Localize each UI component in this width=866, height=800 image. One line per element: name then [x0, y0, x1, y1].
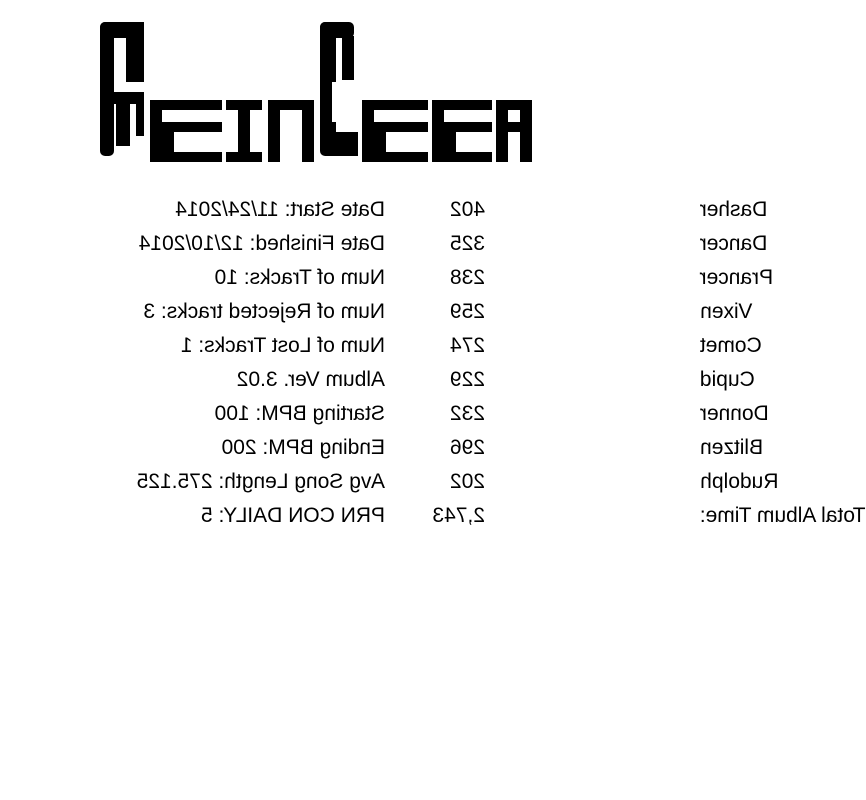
- reindeer-name: Cupid: [700, 368, 755, 391]
- reindeer-name: Donner: [700, 402, 769, 425]
- reindeer-value: 296: [449, 436, 485, 459]
- table-row: [0, 465, 800, 499]
- table-row: [0, 499, 866, 533]
- album-info: Ending BPM: 200: [221, 436, 385, 459]
- reindeer-logo: [100, 22, 532, 178]
- album-info: Num of Lost Tracks: 1: [180, 334, 385, 357]
- album-info: Starting BPM: 100: [214, 402, 385, 425]
- table-row: [0, 329, 800, 363]
- reindeer-name: Dasher: [700, 198, 768, 221]
- reindeer-value: 259: [449, 300, 485, 323]
- reindeer-value: 402: [449, 198, 485, 221]
- reindeer-value: 232: [449, 402, 485, 425]
- total-value: 2,743: [432, 504, 485, 527]
- reindeer-name: Rudolph: [700, 470, 779, 493]
- total-label: Total Album Time:: [700, 504, 866, 527]
- reindeer-name: Vixen: [700, 300, 753, 323]
- album-info: Album Ver. 3.02: [236, 368, 385, 391]
- reindeer-value: 274: [449, 334, 485, 357]
- album-info: Num of Rejected tracks: 3: [143, 300, 385, 323]
- table-row: [0, 397, 800, 431]
- album-info: PRN CON DAILY: 5: [201, 504, 385, 527]
- album-info: Date Start: 11/24/2014: [175, 198, 385, 221]
- table-row: [0, 261, 800, 295]
- album-info: Avg Song Length: 275.125: [136, 470, 385, 493]
- album-info: Date Finished: 12/10/2014: [138, 232, 385, 255]
- table-row: [0, 295, 800, 329]
- reindeer-logo-graphic: [100, 22, 532, 178]
- table-row: [0, 431, 800, 465]
- reindeer-value: 238: [449, 266, 485, 289]
- reindeer-name: Comet: [700, 334, 762, 357]
- reindeer-name: Blitzen: [700, 436, 764, 459]
- reindeer-value: 202: [449, 470, 485, 493]
- album-info: Num of Tracks: 10: [214, 266, 385, 289]
- stats-table: [0, 193, 866, 533]
- reindeer-name: Dancer: [700, 232, 768, 255]
- table-row: [0, 193, 800, 227]
- reindeer-name: Prancer: [700, 266, 774, 289]
- table-row: [0, 227, 800, 261]
- reindeer-value: 229: [449, 368, 485, 391]
- reindeer-value: 325: [449, 232, 485, 255]
- table-row: [0, 363, 800, 397]
